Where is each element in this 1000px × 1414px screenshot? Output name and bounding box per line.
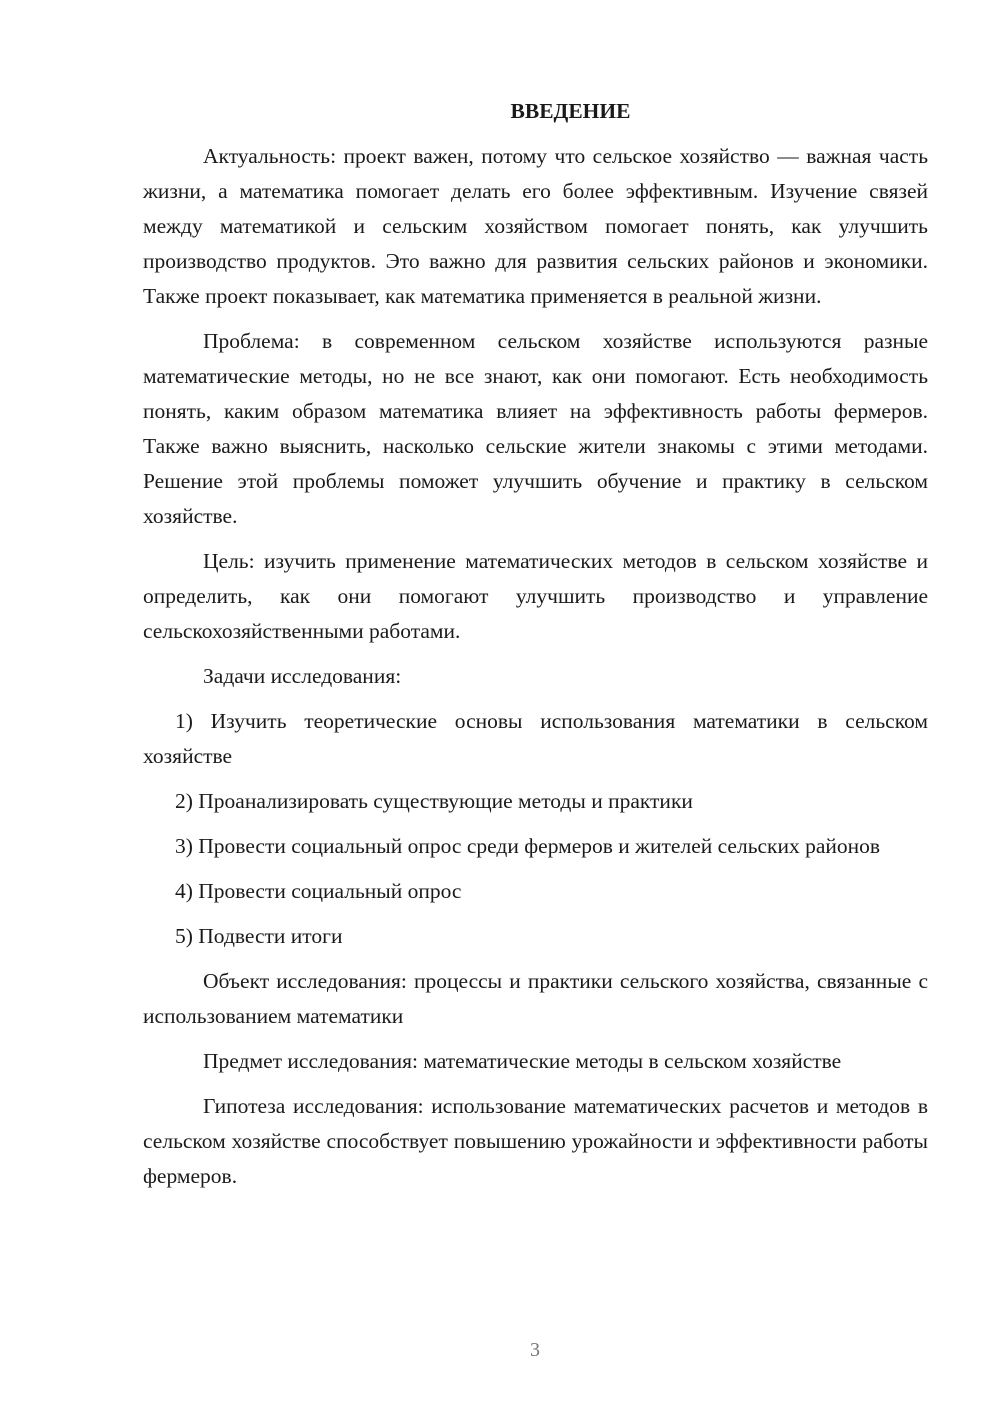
problem-paragraph: Проблема: в современном сельском хозяйстве используются разные математические методы, но не все знают, как они помогают. Есть необходимость понять, каким образом математика влияет на эффективность работы фермеров. Также важно выяснить, насколько сельские жители знакомы с этими методами. Решение этой проблемы поможет улучшить обучение и практику в сельском хозяйстве. bbox=[143, 329, 928, 528]
page-heading: ВВЕДЕНИЕ bbox=[510, 99, 631, 123]
page-number: 3 bbox=[530, 1339, 540, 1361]
task-item-1: 1) Изучить теоретические основы использования математики в сельском хозяйстве bbox=[143, 709, 928, 768]
task-item-3: 3) Провести социальный опрос среди фермеров и жителей сельских районов bbox=[175, 834, 881, 858]
tasks-heading: Задачи исследования: bbox=[203, 664, 402, 688]
page-content bbox=[143, 94, 928, 1204]
task-item-5: 5) Подвести итоги bbox=[175, 924, 343, 948]
goal-paragraph: Цель: изучить применение математических методов в сельском хозяйстве и определить, как они помогают улучшить производство и управление сельскохозяйственными работами. bbox=[143, 549, 928, 643]
hypothesis-paragraph: Гипотеза исследования: использование математических расчетов и методов в сельском хозяйстве способствует повышению урожайности и эффективности работы фермеров. bbox=[143, 1094, 928, 1188]
task-item-2: 2) Проанализировать существующие методы и практики bbox=[175, 789, 693, 813]
task-item-4: 4) Провести социальный опрос bbox=[175, 879, 462, 903]
object-paragraph: Объект исследования: процессы и практики сельского хозяйства, связанные с использованием математики bbox=[143, 969, 928, 1028]
relevance-paragraph: Актуальность: проект важен, потому что сельское хозяйство — важная часть жизни, а математика помогает делать его более эффективным. Изучение связей между математикой и сельским хозяйством помогает понять, как улучшить производство продуктов. Это важно для развития сельских районов и экономики. Также проект показывает, как математика применяется в реальной жизни. bbox=[143, 144, 928, 308]
subject-paragraph: Предмет исследования: математические методы в сельском хозяйстве bbox=[203, 1049, 842, 1073]
